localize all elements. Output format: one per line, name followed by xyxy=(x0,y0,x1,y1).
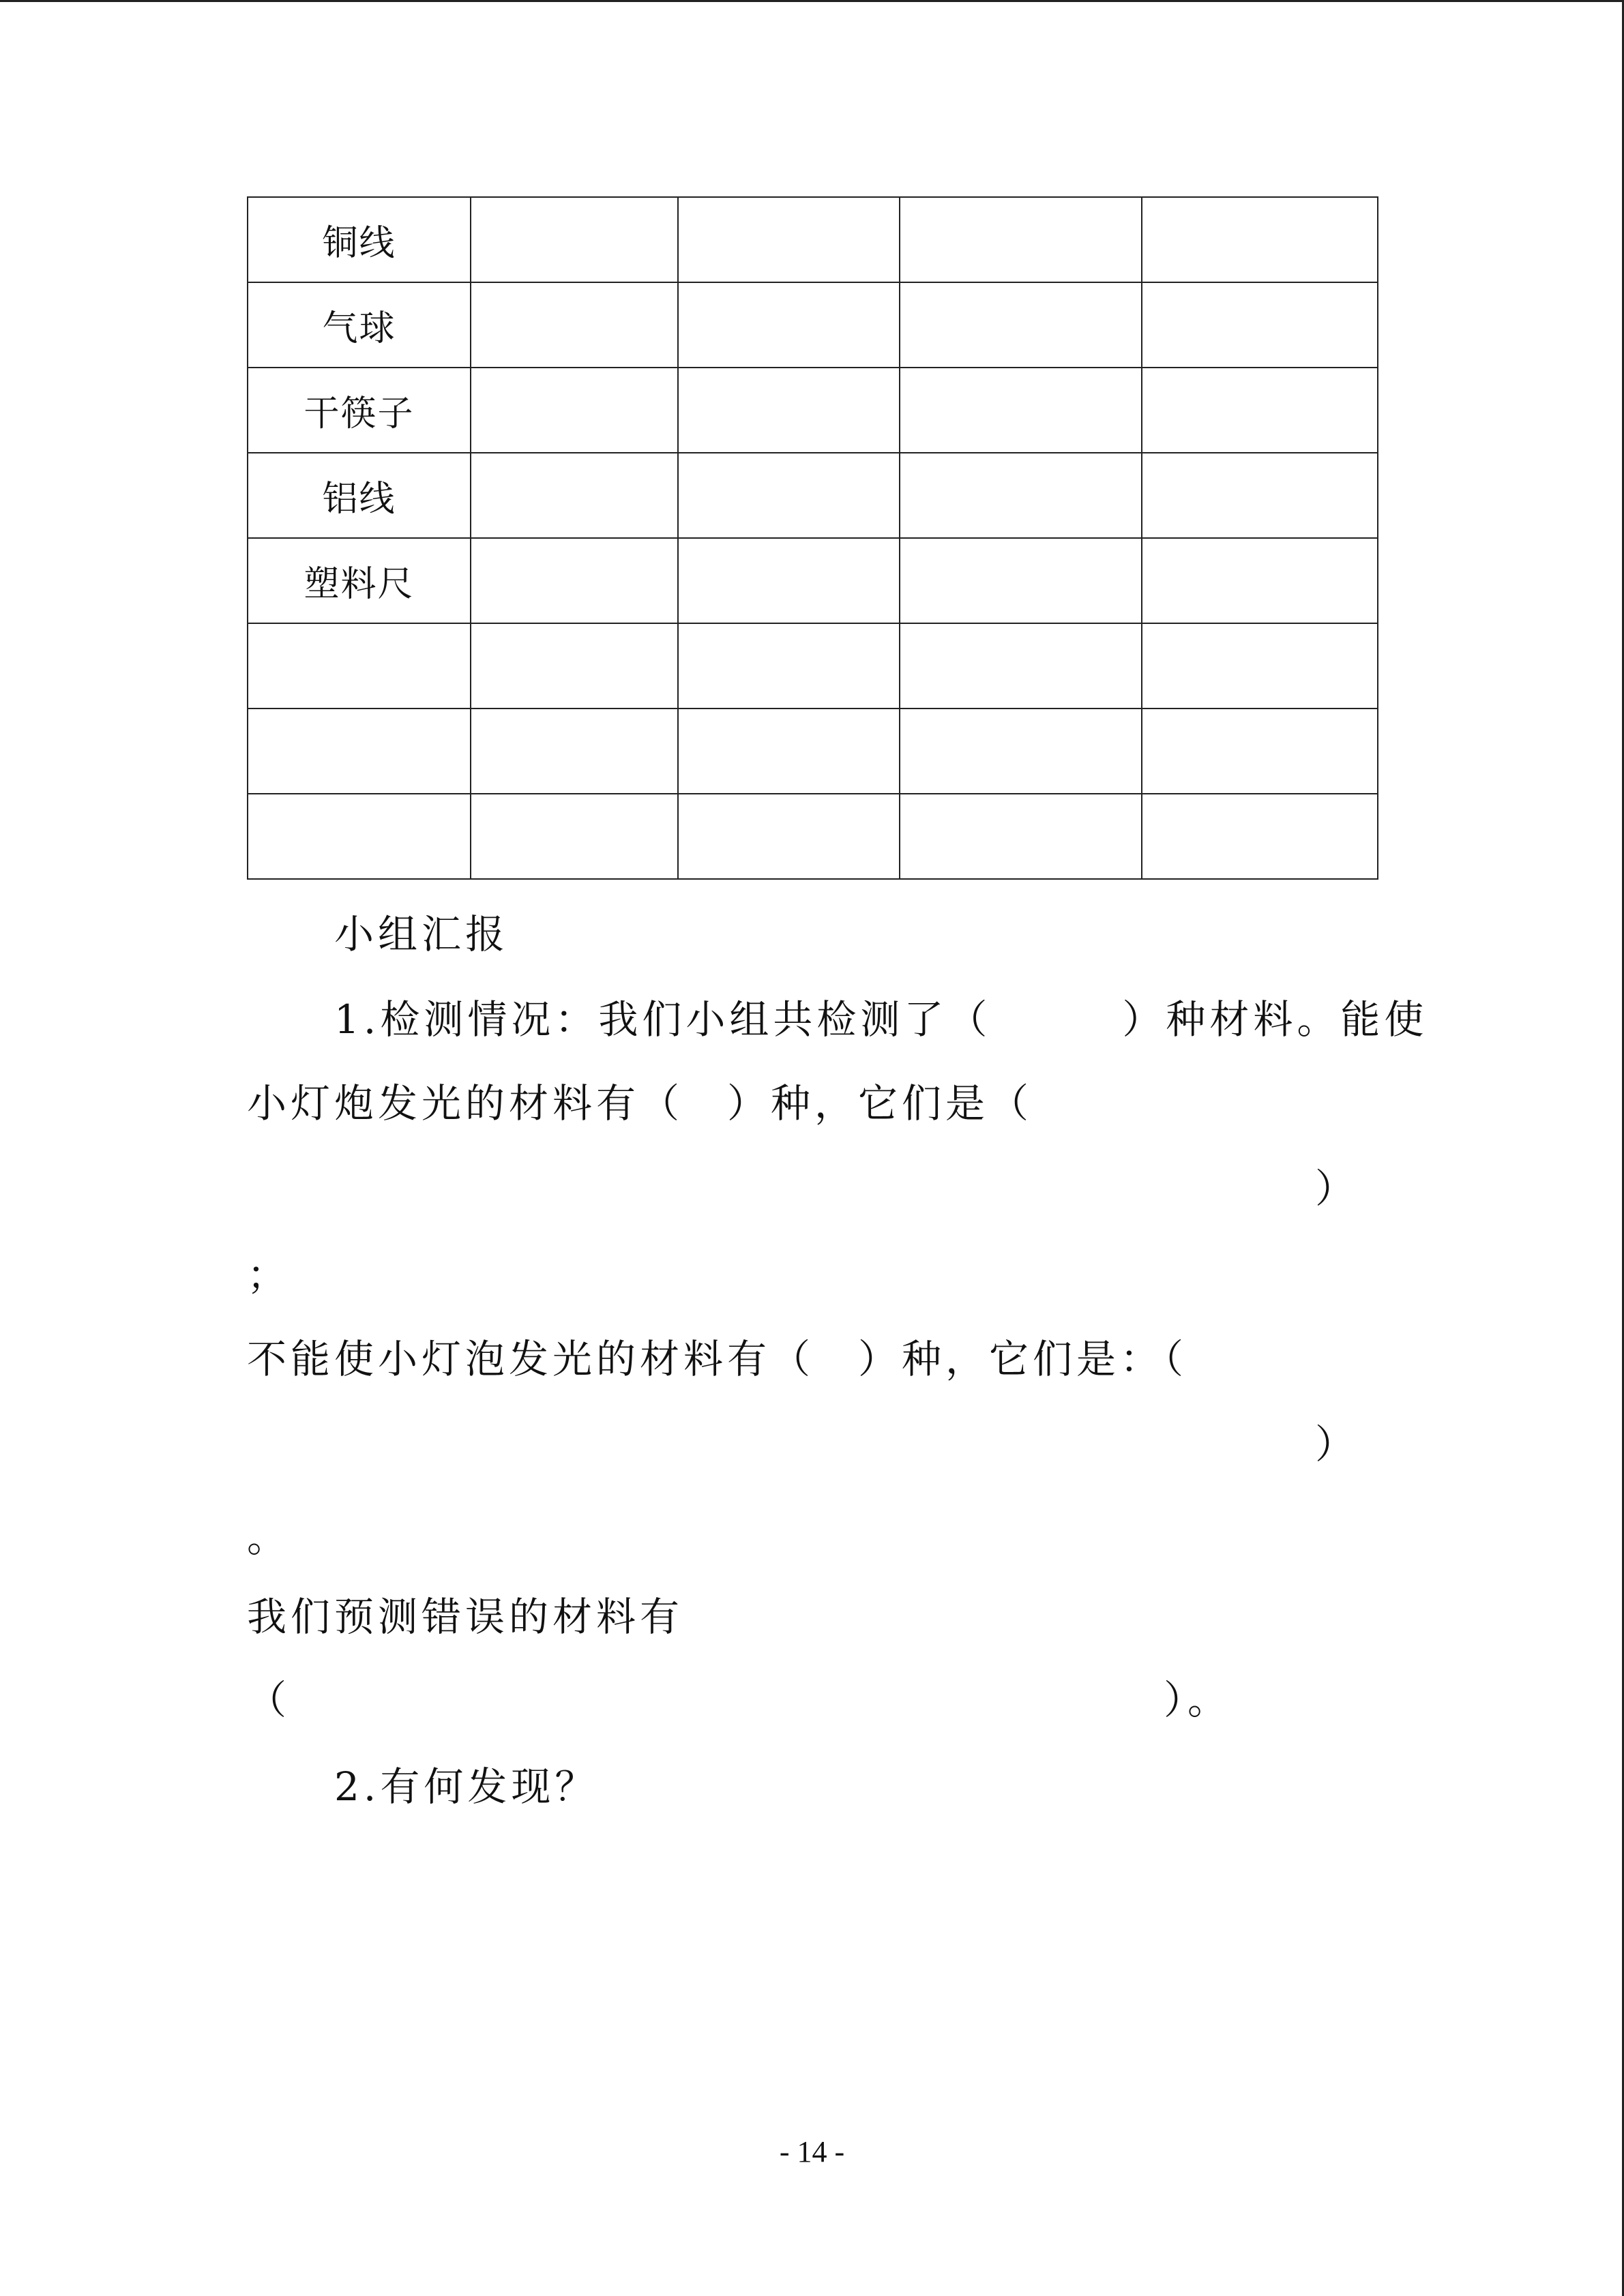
material-name-cell: 干筷子 xyxy=(248,368,471,453)
result-cell xyxy=(471,453,678,538)
result-cell xyxy=(1142,794,1378,879)
report-heading: 小组汇报 xyxy=(334,911,510,957)
result-cell xyxy=(1142,282,1378,368)
table-row xyxy=(248,197,1378,282)
result-cell xyxy=(1142,623,1378,709)
result-cell xyxy=(678,709,900,794)
page-top-border xyxy=(0,0,1624,2)
result-cell xyxy=(678,368,900,453)
result-cell xyxy=(1142,368,1378,453)
result-cell xyxy=(678,794,900,879)
result-cell xyxy=(1142,709,1378,794)
wrong-prediction-line: 我们预测错误的材料有 xyxy=(247,1594,684,1640)
result-cell xyxy=(471,794,678,879)
result-cell xyxy=(678,623,900,709)
result-cell xyxy=(471,368,678,453)
result-cell xyxy=(1142,453,1378,538)
detection-line-2: 小灯炮发光的材料有（ ）种，它们是（ xyxy=(247,1080,1033,1127)
material-test-table xyxy=(247,196,1378,880)
closing-paren-2: ） xyxy=(1315,1421,1359,1467)
result-cell xyxy=(678,282,900,368)
result-cell xyxy=(1142,538,1378,623)
table-row xyxy=(248,282,1378,368)
table-row xyxy=(248,709,1378,794)
wrong-prediction-blank: （ ）。 xyxy=(247,1677,1232,1723)
material-name-cell xyxy=(248,794,471,879)
cannot-light-line: 不能使小灯泡发光的材料有（ ）种，它们是：（ xyxy=(247,1336,1188,1382)
result-cell xyxy=(471,709,678,794)
result-cell xyxy=(1142,197,1378,282)
material-name-cell: 塑料尺 xyxy=(248,538,471,623)
table-row xyxy=(248,453,1378,538)
table-row xyxy=(248,794,1378,879)
result-cell xyxy=(471,623,678,709)
result-cell xyxy=(900,368,1142,453)
material-name-cell: 气球 xyxy=(248,282,471,368)
semicolon-line: ； xyxy=(247,1252,291,1298)
result-cell xyxy=(471,538,678,623)
material-name-cell: 铜线 xyxy=(248,197,471,282)
table-row xyxy=(248,538,1378,623)
result-cell xyxy=(900,794,1142,879)
detection-line-1: 1.检测情况：我们小组共检测了（ ）种材料。能使 xyxy=(334,996,1428,1043)
table-row xyxy=(248,368,1378,453)
period-line: 。 xyxy=(247,1515,291,1561)
result-cell xyxy=(678,538,900,623)
material-name-cell xyxy=(248,623,471,709)
result-cell xyxy=(900,282,1142,368)
result-cell xyxy=(900,197,1142,282)
table-row xyxy=(248,623,1378,709)
result-cell xyxy=(471,197,678,282)
result-cell xyxy=(900,709,1142,794)
result-cell xyxy=(900,623,1142,709)
result-cell xyxy=(678,453,900,538)
page-number: - 14 - xyxy=(779,2135,845,2168)
closing-paren-1: ） xyxy=(1315,1165,1359,1212)
material-name-cell: 铝线 xyxy=(248,453,471,538)
result-cell xyxy=(471,282,678,368)
findings-question: 2.有何发现？ xyxy=(334,1763,599,1810)
result-cell xyxy=(678,197,900,282)
material-name-cell xyxy=(248,709,471,794)
result-cell xyxy=(900,538,1142,623)
result-cell xyxy=(900,453,1142,538)
